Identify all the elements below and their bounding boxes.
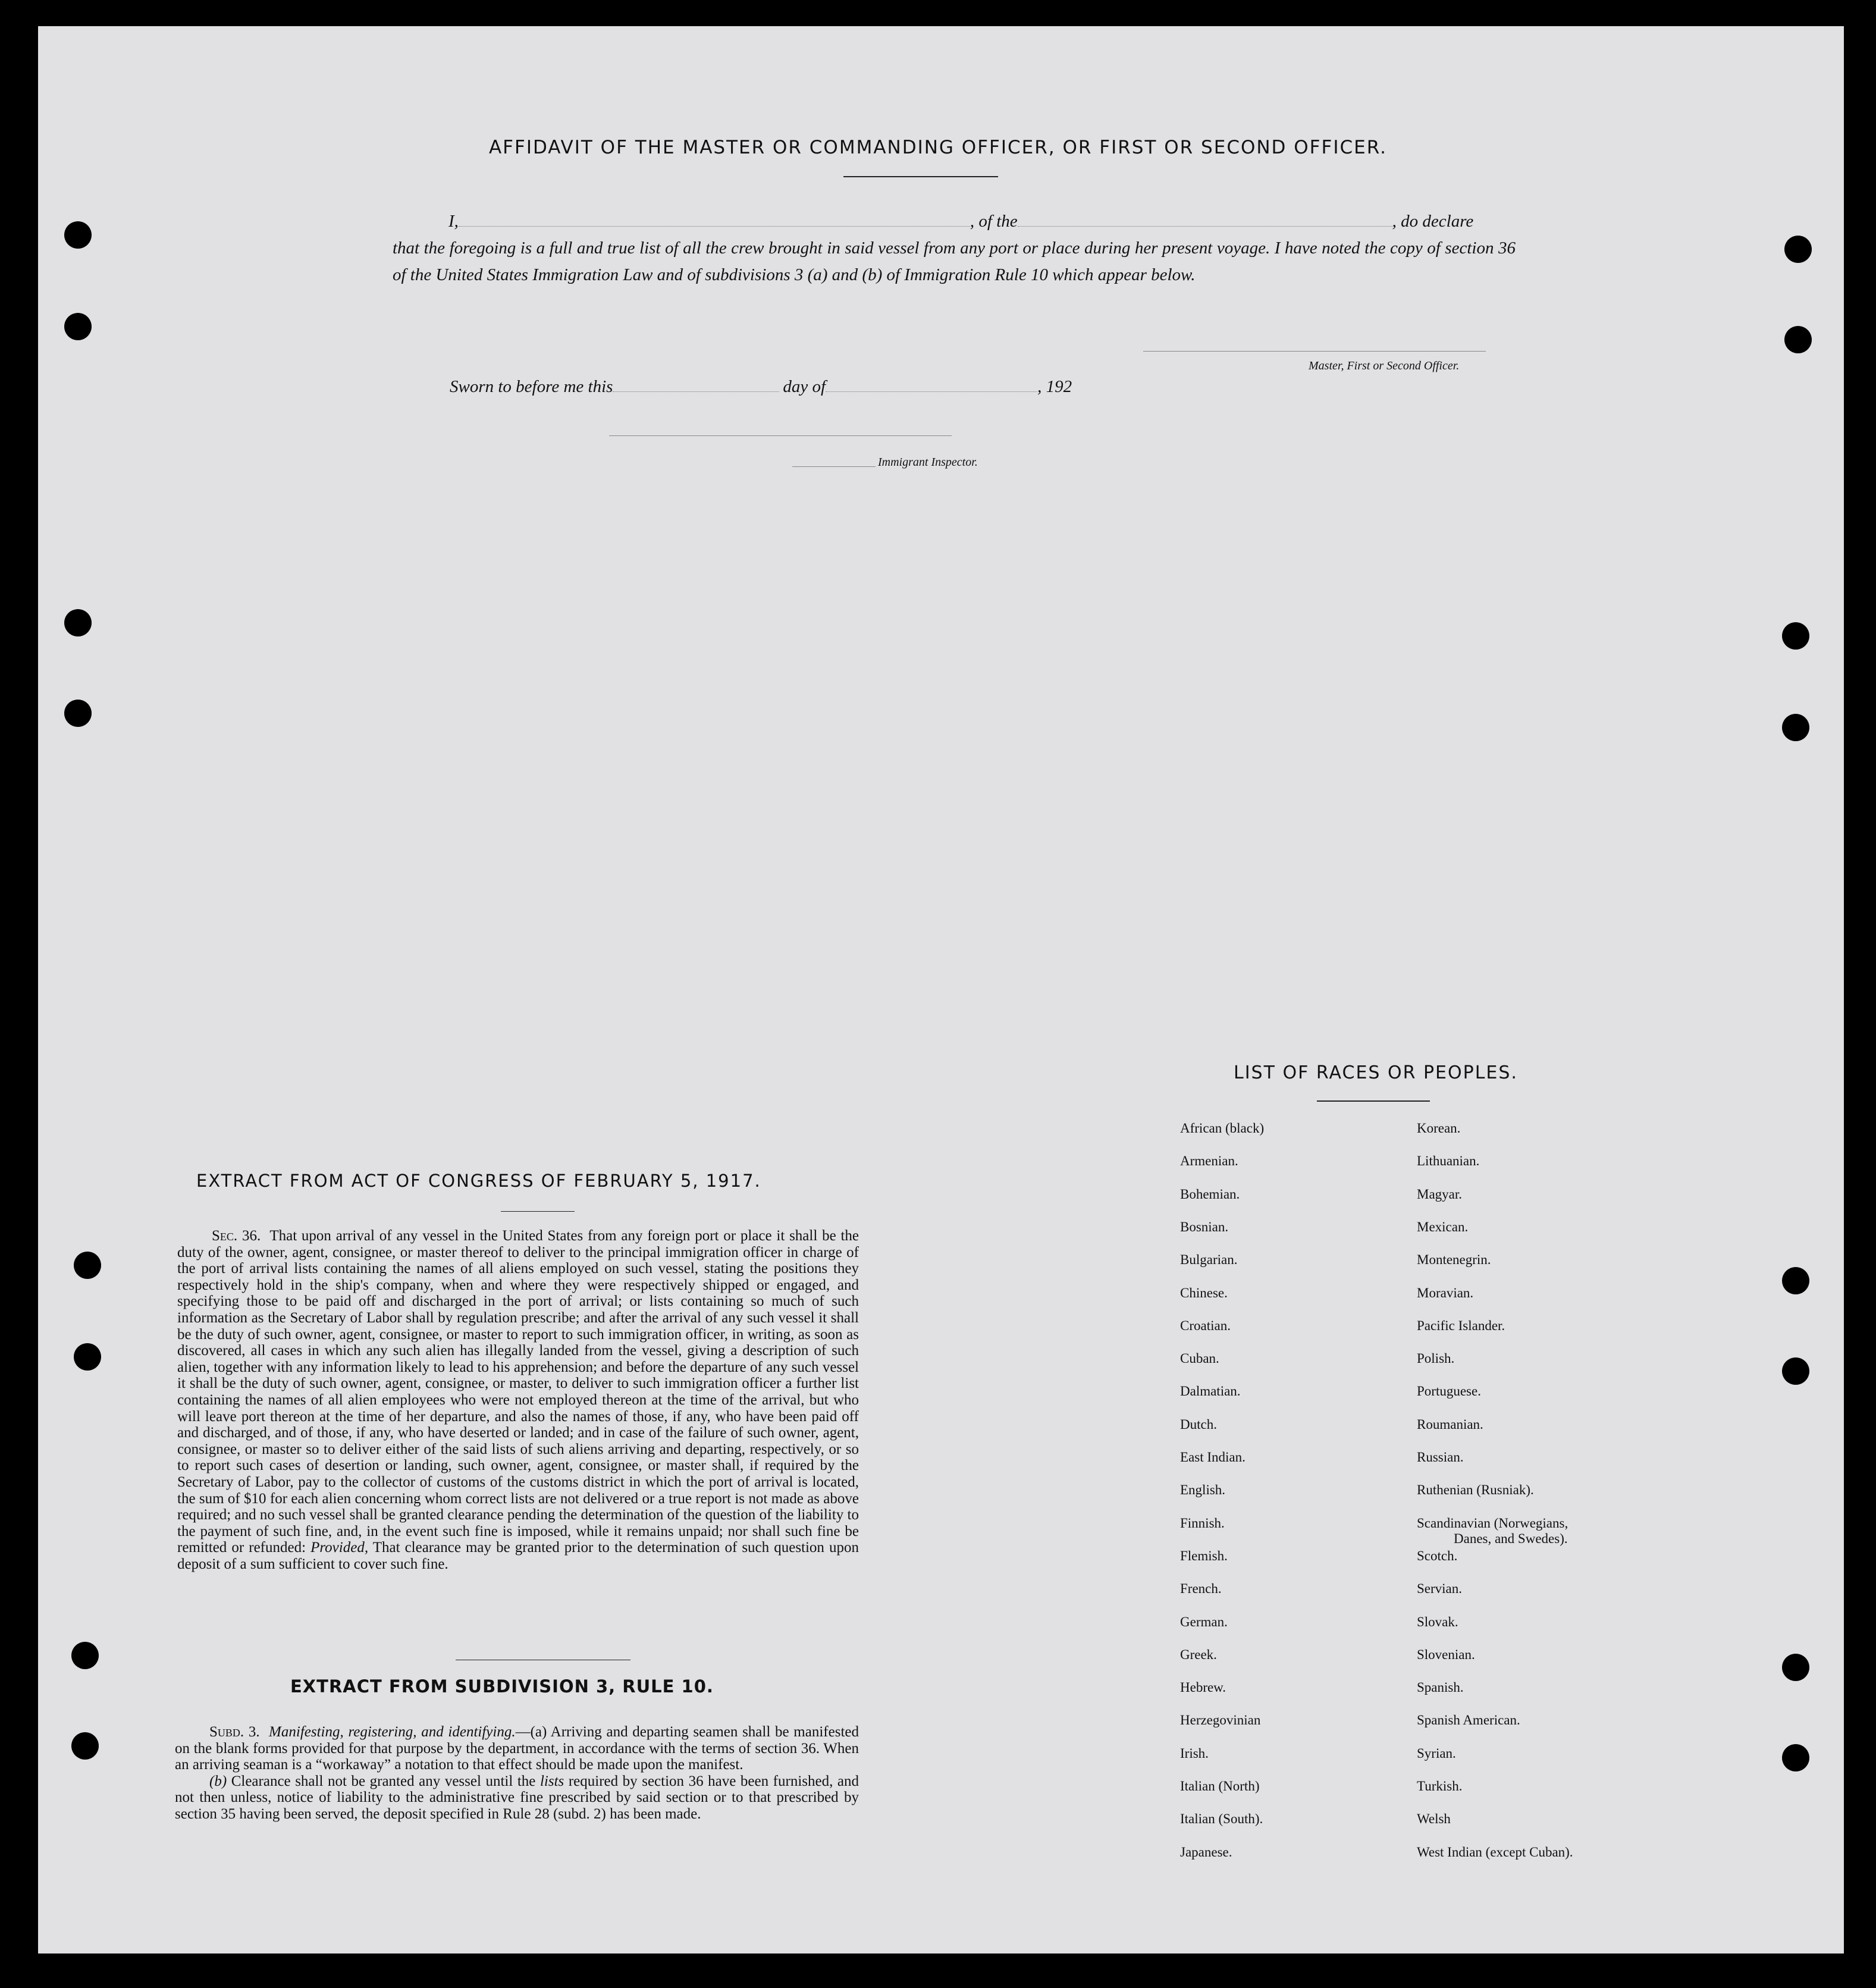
sworn-prefix: Sworn to before me this xyxy=(450,377,613,396)
races-title-rule xyxy=(1317,1100,1430,1102)
race-item: German. xyxy=(1180,1614,1228,1629)
para-a-marker: —(a) xyxy=(515,1724,547,1740)
sec-label: Sec. 36. xyxy=(212,1228,261,1244)
declaration-body: that the foregoing is a full and true list of all the crew brought in said vessel from any port or place during her present voyage. I have noted the copy of section 36 of the United States Immigration Law and of subdivisions 3 (a) and (b) of Immigration Rule 10 which appear below. xyxy=(393,239,1516,284)
race-item: Croatian. xyxy=(1180,1318,1231,1333)
para-b-text-1: Clearance shall not be granted any vessel until the xyxy=(231,1773,536,1789)
inspector-signature-line[interactable] xyxy=(609,435,952,436)
punch-hole xyxy=(1784,236,1812,263)
race-item: Italian (North) xyxy=(1180,1779,1260,1793)
race-item: Slovak. xyxy=(1417,1614,1458,1629)
race-item: Lithuanian. xyxy=(1417,1153,1480,1169)
inspector-label: Immigrant Inspector. xyxy=(878,456,978,469)
punch-hole xyxy=(64,609,92,636)
para-b-lists: lists xyxy=(539,1773,564,1789)
race-item: Bulgarian. xyxy=(1180,1252,1238,1268)
master-signature-line[interactable] xyxy=(1143,351,1486,352)
race-item: Mexican. xyxy=(1417,1219,1469,1234)
race-item-continuation: Danes, and Swedes). xyxy=(1454,1531,1568,1546)
vessel-blank[interactable] xyxy=(1018,213,1392,227)
act-title: EXTRACT FROM ACT OF CONGRESS OF FEBRUARY 5, 1917. xyxy=(196,1171,761,1191)
race-item: Greek. xyxy=(1180,1647,1217,1662)
race-item: Finnish. xyxy=(1180,1515,1225,1531)
title-rule xyxy=(843,176,998,177)
punch-hole xyxy=(1782,1744,1809,1771)
sworn-month-blank[interactable] xyxy=(826,378,1037,392)
act-section-36 xyxy=(177,1228,859,1572)
punch-hole xyxy=(71,1732,99,1760)
master-signature-label: Master, First or Second Officer. xyxy=(1309,359,1460,372)
race-item: Russian. xyxy=(1417,1450,1464,1465)
punch-hole xyxy=(1782,622,1809,650)
race-item: Dutch. xyxy=(1180,1416,1217,1432)
race-item: Magyar. xyxy=(1417,1186,1463,1202)
race-item: Syrian. xyxy=(1417,1745,1456,1761)
race-item: Polish. xyxy=(1417,1351,1455,1366)
race-item: Chinese. xyxy=(1180,1285,1228,1300)
sworn-line xyxy=(450,377,1072,397)
punch-hole xyxy=(64,221,92,249)
race-item: Flemish. xyxy=(1180,1548,1228,1563)
race-item: Bosnian. xyxy=(1180,1219,1229,1234)
race-item: East Indian. xyxy=(1180,1450,1246,1465)
punch-hole xyxy=(74,1343,101,1371)
race-item: Cuban. xyxy=(1180,1351,1219,1366)
race-item: Moravian. xyxy=(1417,1285,1474,1300)
punch-hole xyxy=(1784,326,1812,353)
sworn-day-blank[interactable] xyxy=(613,378,779,392)
race-item: Scandinavian (Norwegians, xyxy=(1417,1515,1568,1531)
declaration-first-line xyxy=(393,208,1516,235)
sec-text: That upon arrival of any vessel in the United States from any foreign port or place it shall be the duty of the owner, agent, consignee, or master thereof to deliver to the principal immigration officer in charge of the port of arrival lists containing the names of all aliens employed on such vessel, stating the positions they respectively hold in the ship's company, when and where they were respectively shipped or engaged, and specifying those to be paid off and discharged in the port of arrival; or lists containing so much of such information as the Secretary of Labor shall by regulation prescribe; and after the arrival of any such vessel it shall be the duty of such owner, agent, consignee, or master to report to such immigration officer, in writing, as soon as discovered, all cases in which any such alien has illegally landed from the vessel, giving a description of such alien, together with any information likely to lead to his apprehension; and before the departure of any such vessel it shall be the duty of such owner, agent, consignee, or master, to deliver to such immigration officer a further list containing the names of all alien employees who were not employed thereon at the time of the arrival, but who will leave port thereon at the time of her departure, and also the names of those, if any, who have been paid off and discharged, and of those, if any, who have deserted or landed; and in case of the failure of such owner, agent, consignee, or master so to deliver either of the said lists of such aliens arriving and departing, respectively, or so to report such cases of desertion or landing, such owner, agent, consignee, or master shall, if required by the Secretary of Labor, pay to the collector of customs of the customs district in which the port of arrival is located, the sum of $10 for each alien concerning whom correct lists are not delivered or a true report is not made as above required; and no such vessel shall be granted clearance pending the determination of the question of the liability to the payment of such fine, and, in the event such fine is imposed, while it remains unpaid; nor shall such fine be remitted or refunded: xyxy=(177,1228,859,1556)
race-item: Herzegovinian xyxy=(1180,1713,1261,1728)
rule-text xyxy=(175,1724,859,1823)
race-item: English. xyxy=(1180,1482,1226,1498)
rule-title: EXTRACT FROM SUBDIVISION 3, RULE 10. xyxy=(290,1676,714,1697)
race-item: Slovenian. xyxy=(1417,1647,1475,1662)
race-item: Armenian. xyxy=(1180,1153,1238,1169)
race-item: Ruthenian (Rusniak). xyxy=(1417,1482,1534,1498)
race-item: Portuguese. xyxy=(1417,1384,1481,1399)
race-item: Montenegrin. xyxy=(1417,1252,1491,1268)
name-blank[interactable] xyxy=(459,213,970,227)
race-item: Servian. xyxy=(1417,1581,1463,1597)
race-item: Welsh xyxy=(1417,1811,1451,1827)
punch-hole xyxy=(1782,1654,1809,1681)
provided-word: Provided, xyxy=(310,1539,369,1556)
race-item: Spanish. xyxy=(1417,1680,1464,1695)
punch-hole xyxy=(1782,1267,1809,1294)
race-item: Spanish American. xyxy=(1417,1713,1520,1728)
sec-text-end: That clearance may be granted prior to the determination of such question upon deposit of a sum sufficient to cover such fine. xyxy=(177,1539,859,1572)
race-item: Korean. xyxy=(1417,1121,1461,1136)
race-item: Turkish. xyxy=(1417,1779,1463,1793)
punch-hole xyxy=(1782,714,1809,741)
race-item: Roumanian. xyxy=(1417,1416,1483,1432)
race-item: French. xyxy=(1180,1581,1222,1597)
race-item: Bohemian. xyxy=(1180,1186,1240,1202)
para-b-marker: (b) xyxy=(209,1773,227,1789)
affidavit-title: AFFIDAVIT OF THE MASTER OR COMMANDING OFFICER, OR FIRST OR SECOND OFFICER. xyxy=(488,137,1388,158)
para-b-text-2: required by section 36 have been furnished, and not then unless, notice of liability to the administrative fine prescribed by said section or to that prescribed by section 35 having been served, the deposit specified in Rule 28 (subd. 2) has been made. xyxy=(175,1773,859,1822)
act-title-rule xyxy=(501,1211,575,1212)
punch-hole xyxy=(71,1642,99,1669)
race-item: African (black) xyxy=(1180,1121,1265,1136)
punch-hole xyxy=(64,313,92,340)
race-item: Pacific Islander. xyxy=(1417,1318,1505,1333)
para-a-text: Arriving and departing seamen shall be manifested on the blank forms provided for that purpose by the department, in accordance with the terms of section 36. When an arriving seaman is a “workaway” a notation to that effect should be made upon the manifest. xyxy=(175,1724,859,1773)
subd-label: Subd. 3. xyxy=(209,1724,260,1740)
inspector-short-line xyxy=(792,466,876,467)
races-title: LIST OF RACES OR PEOPLES. xyxy=(1234,1062,1518,1083)
punch-hole xyxy=(1782,1357,1809,1385)
rule-para-a xyxy=(175,1724,859,1773)
punch-hole xyxy=(74,1252,101,1279)
sworn-day-of: day of xyxy=(783,377,826,396)
declaration-of-the: , of the xyxy=(970,212,1018,231)
declaration-i: I, xyxy=(448,212,459,231)
sworn-year: , 192 xyxy=(1037,377,1072,396)
punch-hole xyxy=(64,700,92,727)
document-page xyxy=(38,26,1844,1953)
race-item: West Indian (except Cuban). xyxy=(1417,1844,1573,1860)
declaration-do-declare: , do declare xyxy=(1392,212,1474,231)
race-item: Irish. xyxy=(1180,1745,1209,1761)
race-item: Japanese. xyxy=(1180,1844,1232,1860)
rule-para-b xyxy=(175,1773,859,1823)
race-item: Italian (South). xyxy=(1180,1811,1263,1827)
subd-heading: Manifesting, registering, and identifying. xyxy=(269,1724,516,1740)
declaration xyxy=(393,208,1516,289)
race-item: Dalmatian. xyxy=(1180,1384,1241,1399)
race-item: Scotch. xyxy=(1417,1548,1458,1563)
race-item: Hebrew. xyxy=(1180,1680,1226,1695)
